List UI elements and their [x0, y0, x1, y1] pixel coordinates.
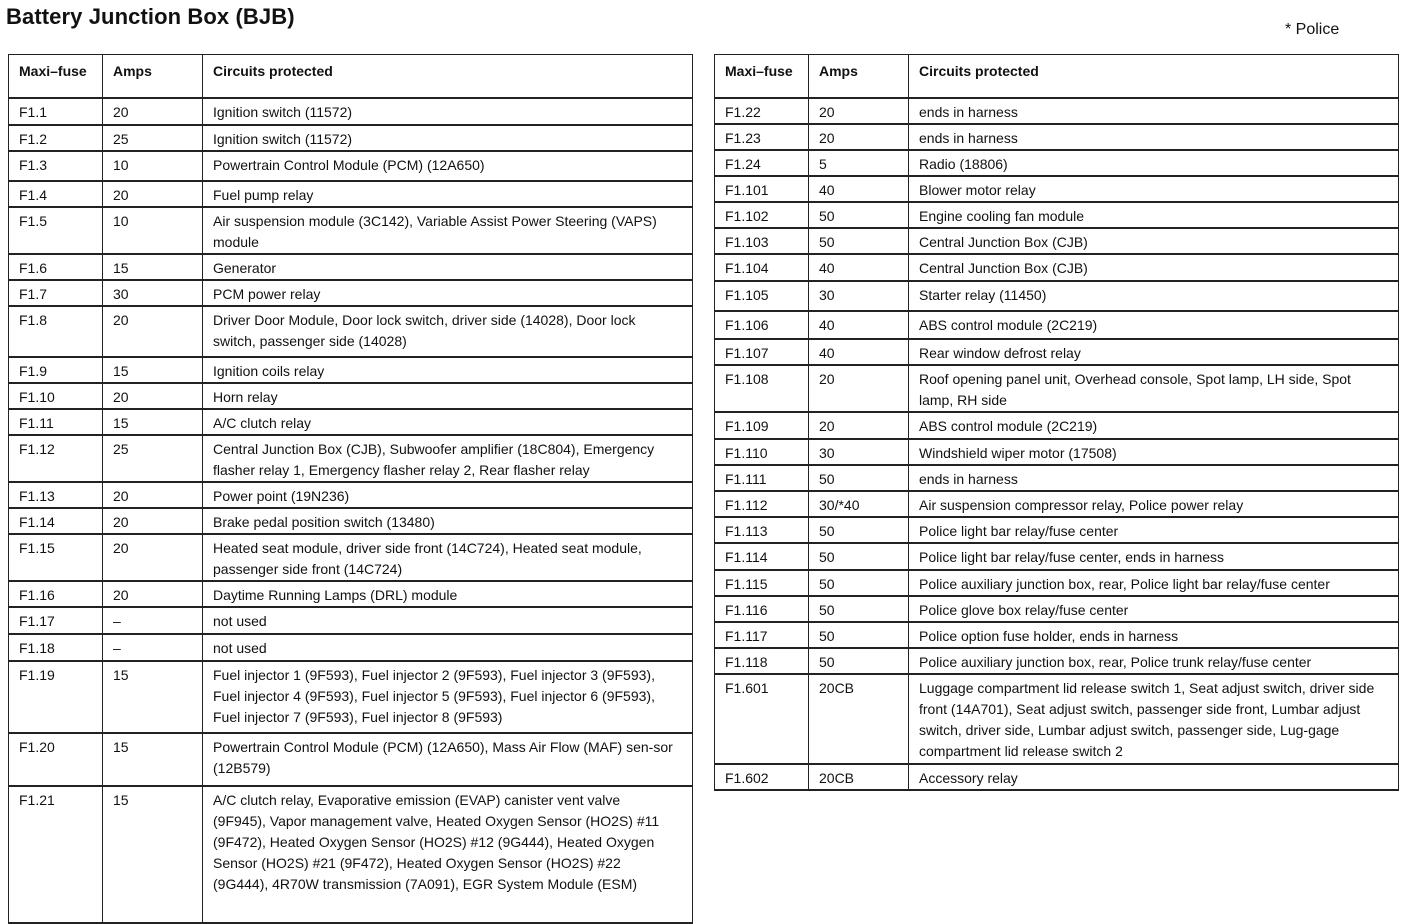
table-row — [715, 339, 1399, 365]
amps-cell: 20 — [103, 98, 203, 125]
fuse-cell: F1.602 — [715, 764, 809, 790]
amps-cell: 50 — [809, 543, 909, 570]
circuits-cell: Police glove box relay/fuse center — [909, 596, 1399, 622]
amps-cell: 15 — [103, 409, 203, 435]
amps-cell: 20 — [103, 581, 203, 607]
circuits-cell: ends in harness — [909, 124, 1399, 150]
table-row — [9, 733, 693, 786]
amps-cell: 50 — [809, 622, 909, 648]
circuits-cell: Air suspension compressor relay, Police power relay — [909, 491, 1399, 517]
table-row — [715, 517, 1399, 543]
amps-cell: 20 — [809, 365, 909, 412]
fuse-cell: F1.5 — [9, 207, 103, 254]
table-row — [9, 207, 693, 254]
amps-cell: 20 — [809, 124, 909, 150]
table-row — [715, 281, 1399, 311]
amps-cell: 20 — [103, 482, 203, 508]
table-row — [9, 634, 693, 661]
table-row — [9, 181, 693, 207]
amps-cell: 30 — [809, 439, 909, 465]
table-row — [9, 607, 693, 634]
amps-cell: – — [103, 634, 203, 661]
amps-cell: 20 — [103, 534, 203, 581]
circuits-cell: PCM power relay — [203, 280, 693, 306]
fuse-cell: F1.102 — [715, 202, 809, 228]
circuits-cell: not used — [203, 634, 693, 661]
fuse-cell: F1.116 — [715, 596, 809, 622]
circuits-cell: Central Junction Box (CJB) — [909, 228, 1399, 254]
amps-cell: 15 — [103, 357, 203, 383]
table-row — [9, 534, 693, 581]
fuse-cell: F1.118 — [715, 648, 809, 674]
police-footnote: * Police — [1285, 21, 1340, 38]
table-row — [9, 383, 693, 409]
circuits-cell: A/C clutch relay — [203, 409, 693, 435]
table-row — [715, 412, 1399, 439]
fuse-cell: F1.601 — [715, 674, 809, 764]
fuse-cell: F1.7 — [9, 280, 103, 306]
amps-cell: 15 — [103, 786, 203, 923]
table-row — [715, 622, 1399, 648]
circuits-cell: ends in harness — [909, 465, 1399, 491]
table-row — [715, 176, 1399, 202]
circuits-cell: Power point (19N236) — [203, 482, 693, 508]
amps-cell: 40 — [809, 176, 909, 202]
table-row — [715, 543, 1399, 570]
fuse-cell: F1.9 — [9, 357, 103, 383]
amps-cell: 50 — [809, 465, 909, 491]
fuse-cell: F1.117 — [715, 622, 809, 648]
fuse-cell: F1.3 — [9, 151, 103, 181]
circuits-cell: Radio (18806) — [909, 150, 1399, 176]
amps-cell: 25 — [103, 435, 203, 482]
circuits-cell: Powertrain Control Module (PCM) (12A650), Mass Air Flow (MAF) sen-sor (12B579) — [203, 733, 693, 786]
fuse-cell: F1.103 — [715, 228, 809, 254]
column-header-fuse: Maxi–fuse — [9, 55, 103, 98]
amps-cell: 10 — [103, 151, 203, 181]
table-row — [9, 306, 693, 357]
amps-cell: 20 — [809, 412, 909, 439]
table-row — [9, 151, 693, 181]
fuse-cell: F1.11 — [9, 409, 103, 435]
fuse-cell: F1.104 — [715, 254, 809, 281]
table-row — [9, 581, 693, 607]
fuse-cell: F1.17 — [9, 607, 103, 634]
fuse-cell: F1.112 — [715, 491, 809, 517]
amps-cell: 15 — [103, 661, 203, 733]
table-row — [715, 596, 1399, 622]
amps-cell: 20 — [103, 383, 203, 409]
table-row — [9, 508, 693, 534]
table-row — [715, 674, 1399, 764]
fuse-cell: F1.109 — [715, 412, 809, 439]
amps-cell: – — [103, 607, 203, 634]
circuits-cell: Powertrain Control Module (PCM) (12A650) — [203, 151, 693, 181]
fuse-cell: F1.115 — [715, 570, 809, 596]
amps-cell: 20 — [809, 98, 909, 124]
fuse-cell: F1.21 — [9, 786, 103, 923]
table-row — [9, 786, 693, 923]
fuse-cell: F1.101 — [715, 176, 809, 202]
circuits-cell: Blower motor relay — [909, 176, 1399, 202]
circuits-cell: Roof opening panel unit, Overhead console, Spot lamp, LH side, Spot lamp, RH side — [909, 365, 1399, 412]
amps-cell: 50 — [809, 570, 909, 596]
fuse-cell: F1.111 — [715, 465, 809, 491]
amps-cell: 30 — [809, 281, 909, 311]
amps-cell: 20 — [103, 306, 203, 357]
table-row — [9, 661, 693, 733]
circuits-cell: Horn relay — [203, 383, 693, 409]
circuits-cell: Police auxiliary junction box, rear, Police light bar relay/fuse center — [909, 570, 1399, 596]
amps-cell: 20 — [103, 508, 203, 534]
circuits-cell: A/C clutch relay, Evaporative emission (EVAP) canister vent valve (9F945), Vapor management valve, Heated Oxygen Sensor (HO2S) #11 (9F472), Heated Oxygen Sensor (HO2S) #12 (9G444), Heated Oxygen Sensor (HO2S) #21 (9F472), Heated Oxygen Sensor (HO2S) #22 (9G444), 4R70W transmission (7A091), EGR System Module (ESM) — [203, 786, 693, 923]
fuse-cell: F1.22 — [715, 98, 809, 124]
fuse-cell: F1.6 — [9, 254, 103, 280]
table-row — [9, 482, 693, 508]
circuits-cell: ABS control module (2C219) — [909, 412, 1399, 439]
column-header-circuits: Circuits protected — [203, 55, 693, 98]
table-row — [9, 280, 693, 306]
column-header-circuits: Circuits protected — [909, 55, 1399, 98]
fuse-cell: F1.15 — [9, 534, 103, 581]
circuits-cell: Rear window defrost relay — [909, 339, 1399, 365]
fuse-cell: F1.105 — [715, 281, 809, 311]
circuits-cell: Brake pedal position switch (13480) — [203, 508, 693, 534]
table-row — [715, 365, 1399, 412]
table-row — [9, 409, 693, 435]
amps-cell: 25 — [103, 125, 203, 151]
fuse-cell: F1.2 — [9, 125, 103, 151]
fuse-table-left-body — [9, 98, 693, 923]
table-row — [715, 98, 1399, 124]
fuse-cell: F1.14 — [9, 508, 103, 534]
circuits-cell: Daytime Running Lamps (DRL) module — [203, 581, 693, 607]
circuits-cell: Central Junction Box (CJB) — [909, 254, 1399, 281]
table-row — [715, 570, 1399, 596]
amps-cell: 5 — [809, 150, 909, 176]
circuits-cell: Engine cooling fan module — [909, 202, 1399, 228]
amps-cell: 20CB — [809, 674, 909, 764]
table-row — [715, 465, 1399, 491]
circuits-cell: Starter relay (11450) — [909, 281, 1399, 311]
circuits-cell: Police light bar relay/fuse center — [909, 517, 1399, 543]
amps-cell: 20 — [103, 181, 203, 207]
fuse-cell: F1.110 — [715, 439, 809, 465]
table-row — [715, 764, 1399, 790]
amps-cell: 50 — [809, 596, 909, 622]
table-row — [9, 125, 693, 151]
amps-cell: 40 — [809, 254, 909, 281]
table-row — [715, 439, 1399, 465]
amps-cell: 50 — [809, 202, 909, 228]
table-row — [9, 357, 693, 383]
table-row — [715, 491, 1399, 517]
table-row — [715, 150, 1399, 176]
amps-cell: 50 — [809, 517, 909, 543]
fuse-cell: F1.106 — [715, 311, 809, 339]
circuits-cell: Police auxiliary junction box, rear, Police trunk relay/fuse center — [909, 648, 1399, 674]
table-row — [715, 202, 1399, 228]
fuse-cell: F1.114 — [715, 543, 809, 570]
circuits-cell: Police light bar relay/fuse center, ends in harness — [909, 543, 1399, 570]
column-header-amps: Amps — [809, 55, 909, 98]
table-row — [9, 254, 693, 280]
circuits-cell: Police option fuse holder, ends in harness — [909, 622, 1399, 648]
amps-cell: 15 — [103, 733, 203, 786]
amps-cell: 10 — [103, 207, 203, 254]
circuits-cell: Heated seat module, driver side front (14C724), Heated seat module, passenger side front (14C724) — [203, 534, 693, 581]
column-header-fuse: Maxi–fuse — [715, 55, 809, 98]
fuse-cell: F1.13 — [9, 482, 103, 508]
fuse-cell: F1.16 — [9, 581, 103, 607]
fuse-cell: F1.108 — [715, 365, 809, 412]
amps-cell: 30/*40 — [809, 491, 909, 517]
amps-cell: 50 — [809, 648, 909, 674]
amps-cell: 20CB — [809, 764, 909, 790]
circuits-cell: Ignition switch (11572) — [203, 98, 693, 125]
fuse-table-left — [8, 54, 693, 924]
fuse-cell: F1.8 — [9, 306, 103, 357]
circuits-cell: ABS control module (2C219) — [909, 311, 1399, 339]
table-row — [9, 98, 693, 125]
circuits-cell: Air suspension module (3C142), Variable Assist Power Steering (VAPS) module — [203, 207, 693, 254]
table-row — [715, 311, 1399, 339]
circuits-cell: Ignition switch (11572) — [203, 125, 693, 151]
circuits-cell: not used — [203, 607, 693, 634]
circuits-cell: Driver Door Module, Door lock switch, driver side (14028), Door lock switch, passenger side (14028) — [203, 306, 693, 357]
fuse-cell: F1.113 — [715, 517, 809, 543]
amps-cell: 30 — [103, 280, 203, 306]
fuse-cell: F1.24 — [715, 150, 809, 176]
table-row — [715, 124, 1399, 150]
amps-cell: 50 — [809, 228, 909, 254]
fuse-cell: F1.1 — [9, 98, 103, 125]
circuits-cell: Accessory relay — [909, 764, 1399, 790]
fuse-cell: F1.18 — [9, 634, 103, 661]
table-row — [715, 254, 1399, 281]
table-row — [715, 648, 1399, 674]
fuse-table-right-body — [715, 98, 1399, 790]
fuse-cell: F1.20 — [9, 733, 103, 786]
fuse-table-right — [714, 54, 1399, 791]
circuits-cell: Generator — [203, 254, 693, 280]
circuits-cell: Fuel injector 1 (9F593), Fuel injector 2 (9F593), Fuel injector 3 (9F593), Fuel injector 4 (9F593), Fuel injector 5 (9F593), Fuel injector 6 (9F593), Fuel injector 7 (9F593), Fuel injector 8 (9F593) — [203, 661, 693, 733]
fuse-cell: F1.19 — [9, 661, 103, 733]
circuits-cell: Windshield wiper motor (17508) — [909, 439, 1399, 465]
circuits-cell: Ignition coils relay — [203, 357, 693, 383]
circuits-cell: ends in harness — [909, 98, 1399, 124]
fuse-cell: F1.4 — [9, 181, 103, 207]
column-header-amps: Amps — [103, 55, 203, 98]
circuits-cell: Luggage compartment lid release switch 1, Seat adjust switch, driver side front (14A701), Seat adjust switch, passenger side front, Lumbar adjust switch, driver side, Lumbar adjust switch, passenger side, Lug-gage compartment lid release switch 2 — [909, 674, 1399, 764]
circuits-cell: Fuel pump relay — [203, 181, 693, 207]
fuse-cell: F1.10 — [9, 383, 103, 409]
table-row — [715, 228, 1399, 254]
amps-cell: 40 — [809, 339, 909, 365]
table-row — [9, 435, 693, 482]
amps-cell: 15 — [103, 254, 203, 280]
fuse-cell: F1.12 — [9, 435, 103, 482]
amps-cell: 40 — [809, 311, 909, 339]
fuse-cell: F1.107 — [715, 339, 809, 365]
circuits-cell: Central Junction Box (CJB), Subwoofer amplifier (18C804), Emergency flasher relay 1, Emergency flasher relay 2, Rear flasher relay — [203, 435, 693, 482]
fuse-cell: F1.23 — [715, 124, 809, 150]
page-title: Battery Junction Box (BJB) — [6, 4, 295, 29]
